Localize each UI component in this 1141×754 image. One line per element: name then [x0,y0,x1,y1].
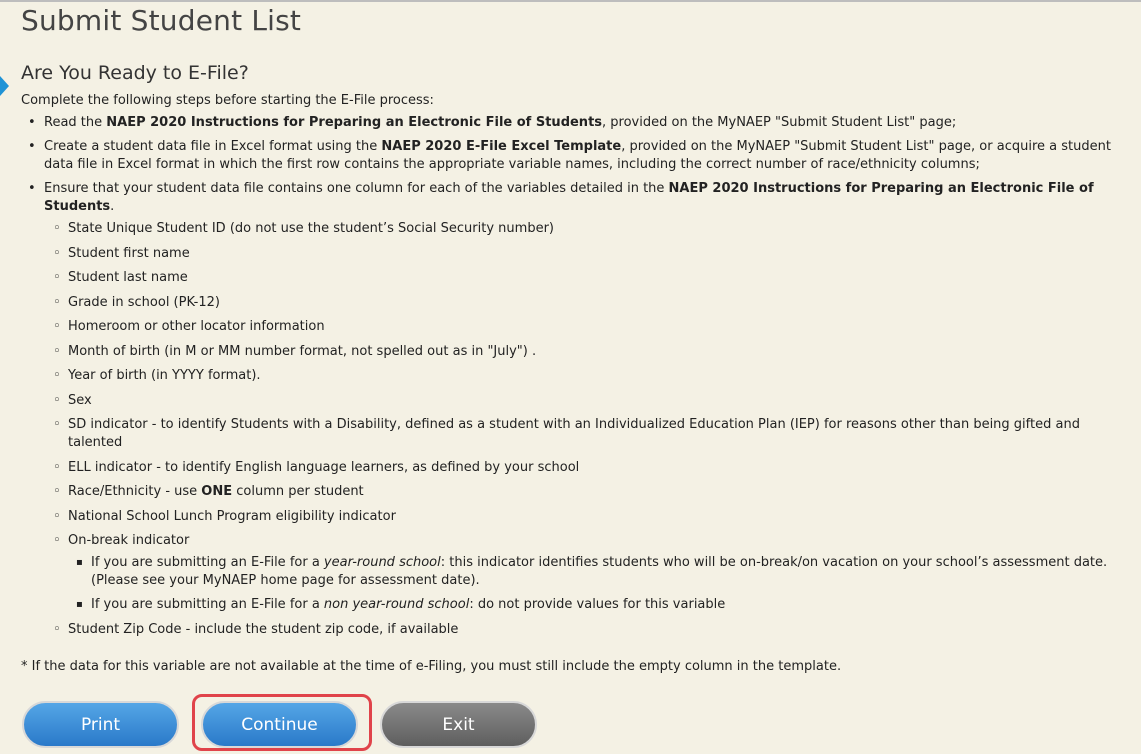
variable-item: ◦ Student last name [44,269,1121,287]
variable-item: ◦ Month of birth (in M or MM number format, not spelled out as in "July") . [44,343,1121,361]
onbreak-text: If you are submitting an E-File for a [91,555,324,570]
step-bold-text: NAEP 2020 Instructions for Preparing an Electronic File of Students [44,181,1094,214]
onbreak-sublist [68,554,1121,614]
top-divider [0,0,1141,2]
step-text: . [110,199,115,214]
page-title: Submit Student List [21,4,302,37]
step-bold-text: NAEP 2020 E-File Excel Template [381,139,622,154]
print-button[interactable]: Print [22,701,179,748]
step-text: Ensure that your student data file contains one column for each of the variables detailed in the [44,181,669,196]
section-marker-icon [0,76,9,96]
variable-item-race [44,483,1121,501]
step-text: Read the [44,115,107,130]
step-text: Create a student data file in Excel format using the [44,139,382,154]
variables-list [44,220,1121,639]
variable-text: Race/Ethnicity - use [68,484,202,499]
continue-button[interactable]: Continue [201,701,358,748]
section-title: Are You Ready to E-File? [21,62,249,84]
variable-item: ◦ State Unique Student ID (do not use the student’s Social Security number) [44,220,1121,238]
footnote: * If the data for this variable are not available at the time of e-Filing, you must still include the empty column in the template. [21,659,842,674]
steps-list [21,114,1121,639]
variable-item: ◦ Grade in school (PK-12) [44,294,1121,312]
exit-button[interactable]: Exit [380,701,537,748]
variable-item: ◦ Sex [44,392,1121,410]
variable-item: ◦ Student Zip Code - include the student zip code, if available [44,621,1121,639]
instructions [21,92,1121,645]
variable-item: ◦ SD indicator - to identify Students with a Disability, defined as a student with an Individualized Education Plan (IEP) for reasons other than being gifted and talented [44,416,1121,452]
variable-item: ◦ Year of birth (in YYYY format). [44,367,1121,385]
step-bold-text: NAEP 2020 Instructions for Preparing an Electronic File of Students [106,115,603,130]
onbreak-italic-text: non year-round school [323,597,470,612]
onbreak-italic-text: year-round school [323,555,441,570]
step-text: , provided on the MyNAEP "Submit Student List" page; [602,115,957,130]
step-item-read-instructions [21,114,1121,132]
intro-text: Complete the following steps before starting the E-File process: [21,93,434,108]
variable-item: ◦ National School Lunch Program eligibility indicator [44,508,1121,526]
onbreak-text: If you are submitting an E-File for a [91,597,324,612]
variable-item-onbreak [44,532,1121,614]
variable-bold-text: ONE [201,484,233,499]
onbreak-text: : this indicator identifies students who will be on-break/on vacation on your school’s assessment date. (Please see your MyNAEP home page for assessment date). [91,555,1108,588]
variable-text: column per student [232,484,364,499]
variable-text: On-break indicator [68,533,190,548]
step-text: , provided on the MyNAEP "Submit Student List" page, or acquire a student data file in Excel format in which the first row contains the appropriate variable names, including the correct number of race/ethnicity columns; [44,139,1111,172]
onbreak-item-non-year-round [68,596,1121,614]
variable-item: ◦ ELL indicator - to identify English language learners, as defined by your school [44,459,1121,477]
step-item-ensure-columns [21,180,1121,639]
variable-item: ◦ Student first name [44,245,1121,263]
onbreak-text: : do not provide values for this variable [469,597,726,612]
onbreak-item-year-round [68,554,1121,590]
step-item-create-file [21,138,1121,174]
variable-item: ◦ Homeroom or other locator information [44,318,1121,336]
